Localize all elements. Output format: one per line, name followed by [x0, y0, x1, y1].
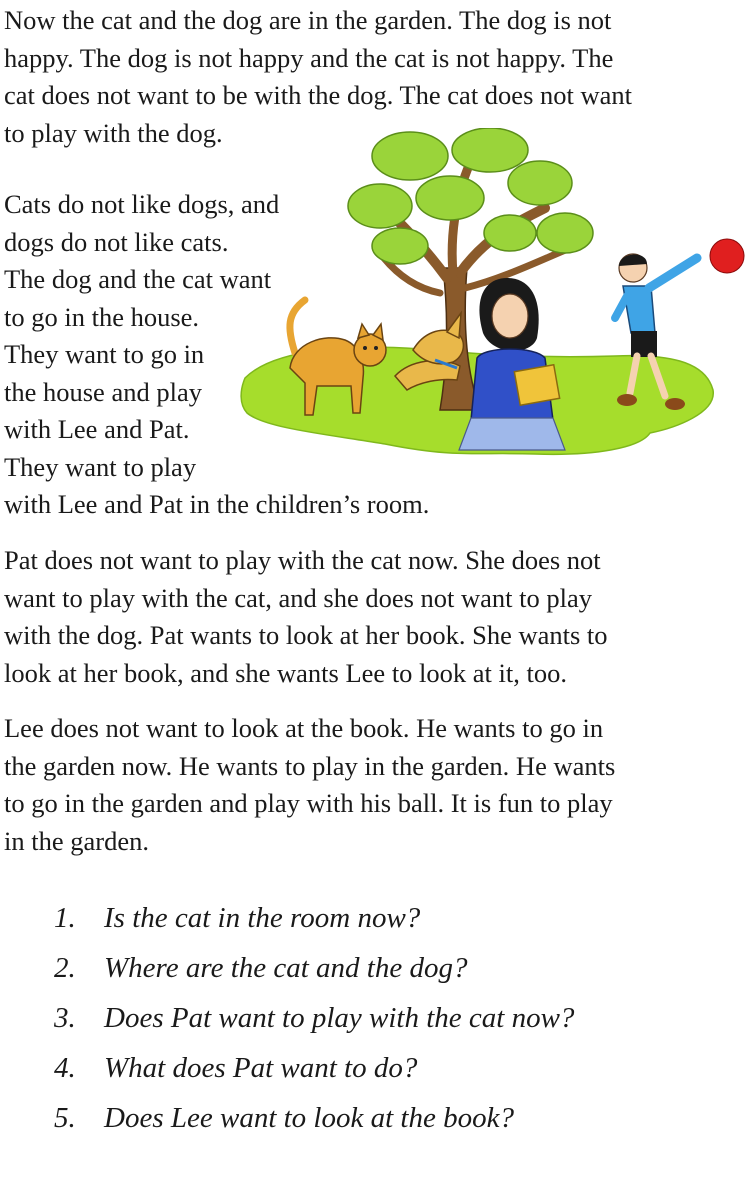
paragraph-line: cat does not want to be with the dog. The cat does not want	[4, 80, 633, 110]
tree-foliage	[452, 128, 528, 172]
paragraph-line: the house and play	[4, 376, 202, 407]
question-item	[0, 993, 750, 1043]
paragraph-line: Lee does not want to look at the book. He wants to go in	[4, 713, 604, 743]
boy-arm	[615, 296, 627, 318]
question-item	[0, 1043, 750, 1093]
boy-shoe	[665, 398, 685, 410]
tree-foliage	[416, 176, 484, 220]
paragraph-line: Pat does not want to play with the cat now. She does not	[4, 545, 601, 575]
boy-arm	[649, 258, 697, 288]
paragraph-line: They want to play	[4, 451, 197, 482]
paragraph-line: to go in the garden and play with his ball. It is fun to play	[4, 788, 613, 818]
tree-foliage	[484, 215, 536, 251]
boy-hair	[619, 254, 647, 266]
paragraph-line: Cats do not like dogs, and	[4, 189, 280, 219]
boy-shorts	[631, 331, 657, 357]
question-number: 3.	[54, 1002, 76, 1034]
ball	[710, 239, 744, 273]
cat-eye	[363, 346, 367, 350]
girl-book	[514, 365, 559, 405]
question-list	[0, 893, 750, 1143]
girl-face	[492, 294, 528, 338]
question-number: 1.	[54, 902, 76, 934]
paragraph-line: in the garden.	[4, 825, 149, 856]
paragraph-line: The dog and the cat want	[4, 264, 272, 294]
question-text: Is the cat in the room now?	[104, 902, 421, 934]
question-text: Does Pat want to play with the cat now?	[104, 1002, 575, 1034]
tree-foliage	[372, 228, 428, 264]
paragraph-4	[4, 710, 615, 860]
boy-shoe	[617, 394, 637, 406]
cat-eye	[374, 346, 378, 350]
question-text: Does Lee want to look at the book?	[104, 1102, 514, 1134]
question-number: 2.	[54, 952, 76, 984]
question-item	[0, 943, 750, 993]
girl-skirt	[459, 418, 565, 450]
tree-foliage	[372, 132, 448, 180]
paragraph-line: with the dog. Pat wants to look at her book. She wants to	[4, 620, 608, 650]
question-number: 4.	[54, 1052, 76, 1084]
tree-foliage	[508, 161, 572, 205]
paragraph-line: They want to go in	[4, 339, 205, 369]
question-item	[0, 1093, 750, 1143]
paragraph-line: dogs do not like cats.	[4, 226, 229, 257]
paragraph-line: Now the cat and the dog are in the garden. The dog is not	[4, 5, 612, 35]
question-item	[0, 893, 750, 943]
tree-foliage	[537, 213, 593, 253]
paragraph-line: to go in the house.	[4, 301, 200, 332]
tree-foliage	[348, 184, 412, 228]
paragraph-3	[4, 542, 608, 692]
question-text: Where are the cat and the dog?	[104, 952, 468, 984]
cat-tail	[290, 300, 305, 353]
paragraph-line: with Lee and Pat.	[4, 414, 190, 444]
paragraph-line: look at her book, and she wants Lee to look at it, too.	[4, 657, 568, 688]
paragraph-line: happy. The dog is not happy and the cat is not happy. The	[4, 42, 614, 73]
garden-illustration	[235, 128, 750, 463]
question-text: What does Pat want to do?	[104, 1052, 418, 1084]
paragraph-line: to play with the dog.	[4, 117, 223, 148]
cat-ear	[358, 324, 369, 338]
paragraph-line: want to play with the cat, and she does not want to play	[4, 582, 593, 613]
paragraph-line: with Lee and Pat in the children’s room.	[4, 489, 430, 519]
paragraph-line: the garden now. He wants to play in the garden. He wants	[4, 750, 616, 781]
question-number: 5.	[54, 1102, 76, 1134]
